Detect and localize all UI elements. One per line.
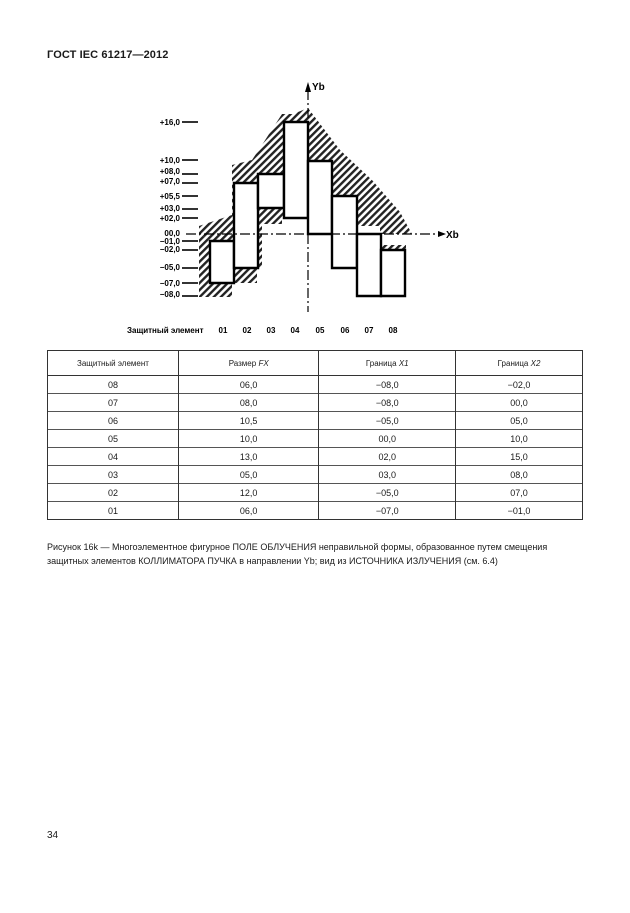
element-number: 04 xyxy=(290,326,300,335)
y-tick-label: −02,0 xyxy=(159,245,180,254)
y-tick-label: +16,0 xyxy=(159,118,180,127)
header-boundary-1 xyxy=(319,351,456,376)
y-axis-label: Yb xyxy=(312,82,325,93)
cell-size: 10,5 xyxy=(178,412,318,430)
element-number: 06 xyxy=(340,326,350,335)
leaf-opening-02 xyxy=(234,183,258,268)
cell-element: 04 xyxy=(48,448,179,466)
y-tick-label: +02,0 xyxy=(159,214,180,223)
cell-element: 06 xyxy=(48,412,179,430)
y-tick-label: +07,0 xyxy=(159,177,180,186)
y-tick-label: −05,0 xyxy=(159,263,180,272)
cell-x2: 07,0 xyxy=(456,484,583,502)
x-axis-arrow xyxy=(438,231,446,237)
leaf-opening-06 xyxy=(332,196,357,268)
cell-size: 10,0 xyxy=(178,430,318,448)
element-row-label: Защитный элемент xyxy=(127,326,204,335)
cell-element: 07 xyxy=(48,394,179,412)
cell-element: 01 xyxy=(48,502,179,520)
cell-x1: −05,0 xyxy=(319,484,456,502)
cell-x2: 05,0 xyxy=(456,412,583,430)
leaf-opening-05 xyxy=(308,161,332,234)
cell-x2: −01,0 xyxy=(456,502,583,520)
header-boundary-2 xyxy=(456,351,583,376)
table-row xyxy=(48,394,583,412)
cell-x2: −02,0 xyxy=(456,376,583,394)
y-tick-marks xyxy=(182,122,198,296)
table-header-row xyxy=(48,351,583,376)
header-boundary-1-label: Граница xyxy=(365,358,397,368)
cell-size: 13,0 xyxy=(178,448,318,466)
cell-x1: −07,0 xyxy=(319,502,456,520)
cell-element: 08 xyxy=(48,376,179,394)
y-tick-label: 00,0 xyxy=(164,229,180,238)
table-row xyxy=(48,484,583,502)
cell-x2: 08,0 xyxy=(456,466,583,484)
y-tick-label: −07,0 xyxy=(159,279,180,288)
leaf-opening-03 xyxy=(258,174,284,208)
leaf-opening-08 xyxy=(381,250,405,296)
cell-x2: 10,0 xyxy=(456,430,583,448)
cell-x1: −08,0 xyxy=(319,376,456,394)
leaf-opening-01 xyxy=(210,241,234,283)
cell-x1: −08,0 xyxy=(319,394,456,412)
y-tick-label: −01,0 xyxy=(159,237,180,246)
leaf-positions-table xyxy=(47,350,583,520)
element-number: 05 xyxy=(315,326,325,335)
figure-caption: Рисунок 16k — Многоэлементное фигурное ПОЛЕ ОБЛУЧЕНИЯ неправильной формы, образованное путем смещения защитных элементов КОЛЛИМАТОРА ПУЧКА в направлении Yb; вид из ИСТОЧНИКА ИЗЛУЧЕНИЯ (см. 6.4) xyxy=(47,542,548,566)
y-tick-label: +08,0 xyxy=(159,167,180,176)
table-row xyxy=(48,448,583,466)
header-size-label: Размер xyxy=(228,358,257,368)
element-number: 02 xyxy=(242,326,252,335)
element-number: 08 xyxy=(388,326,398,335)
y-axis-arrow xyxy=(305,82,311,92)
element-number: 07 xyxy=(364,326,374,335)
element-number: 03 xyxy=(266,326,276,335)
leaf-opening-07 xyxy=(357,234,381,296)
cell-x2: 15,0 xyxy=(456,448,583,466)
header-boundary-2-label: Граница xyxy=(497,358,529,368)
table-row xyxy=(48,466,583,484)
document-header: ГОСТ IEC 61217—2012 xyxy=(47,49,169,61)
collimator-field-figure xyxy=(0,0,630,345)
table-row xyxy=(48,502,583,520)
header-boundary-2-symbol: X2 xyxy=(530,358,541,368)
cell-x1: 00,0 xyxy=(319,430,456,448)
x-axis-label: Xb xyxy=(446,230,459,241)
y-tick-label: +03,0 xyxy=(159,204,180,213)
table-row xyxy=(48,412,583,430)
cell-x1: 03,0 xyxy=(319,466,456,484)
cell-size: 12,0 xyxy=(178,484,318,502)
leaf-opening-04 xyxy=(284,122,308,218)
cell-size: 06,0 xyxy=(178,502,318,520)
element-number: 01 xyxy=(218,326,228,335)
y-tick-label: −08,0 xyxy=(159,290,180,299)
header-boundary-1-symbol: X1 xyxy=(398,358,409,368)
header-size-symbol: FX xyxy=(258,358,269,368)
cell-x1: 02,0 xyxy=(319,448,456,466)
header-element: Защитный элемент xyxy=(48,351,179,376)
cell-element: 02 xyxy=(48,484,179,502)
cell-size: 08,0 xyxy=(178,394,318,412)
cell-size: 06,0 xyxy=(178,376,318,394)
cell-element: 05 xyxy=(48,430,179,448)
table-row xyxy=(48,430,583,448)
cell-x1: −05,0 xyxy=(319,412,456,430)
cell-element: 03 xyxy=(48,466,179,484)
cell-size: 05,0 xyxy=(178,466,318,484)
table-row xyxy=(48,376,583,394)
y-tick-label: +10,0 xyxy=(159,156,180,165)
cell-x2: 00,0 xyxy=(456,394,583,412)
page-number: 34 xyxy=(47,830,59,841)
header-size xyxy=(178,351,318,376)
y-tick-label: +05,5 xyxy=(159,192,180,201)
